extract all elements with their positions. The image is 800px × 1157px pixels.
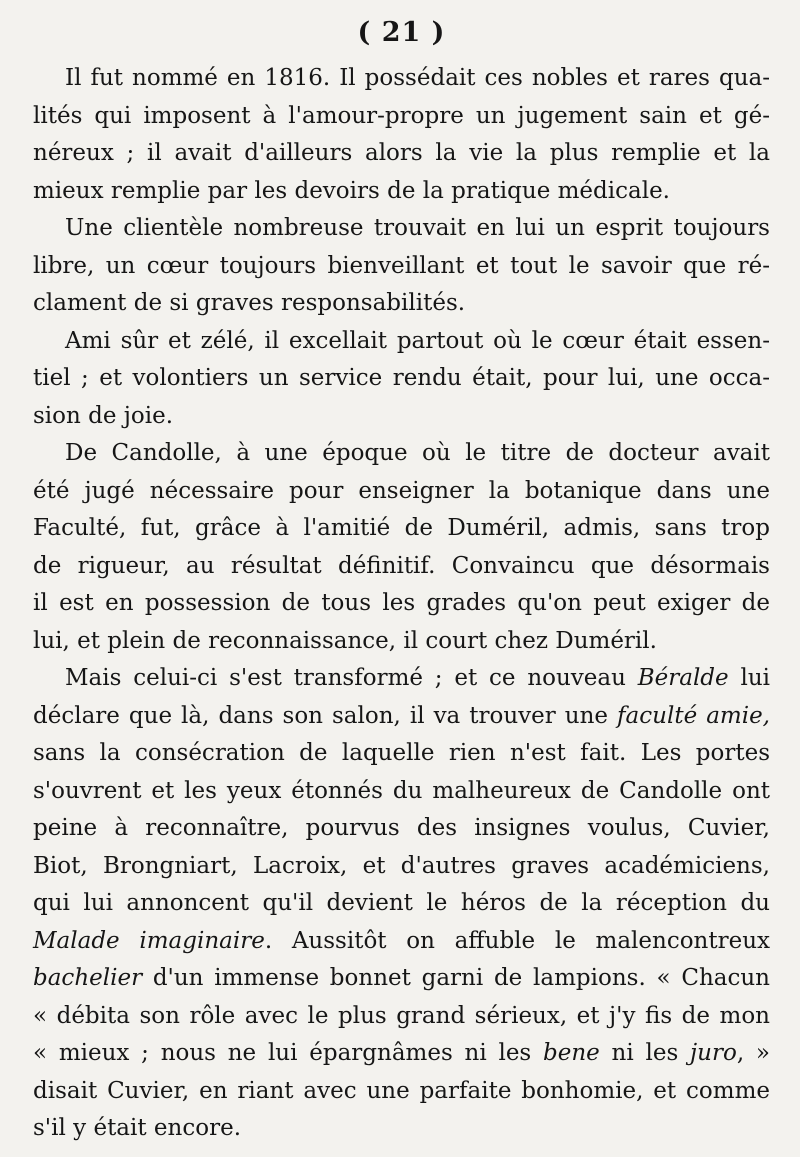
text-line: qui lui annoncent qu'il devient le héros de la réception du xyxy=(33,890,770,916)
text-line: s'ouvrent et les yeux étonnés du malheureux de Candolle ont xyxy=(33,777,770,804)
paragraph-3 xyxy=(33,323,770,436)
text-line: disait Cuvier, en riant avec une parfaite bonhomie, et comme xyxy=(33,1077,770,1104)
text-segment: « mieux ; nous ne lui épargnâmes ni les xyxy=(33,1040,544,1066)
text-segment: lui xyxy=(728,665,770,691)
italic-text: Malade imaginaire xyxy=(33,927,265,954)
text-line xyxy=(33,698,770,736)
text-line xyxy=(33,960,770,998)
text-segment: . Aussitôt on affuble le malencontreux xyxy=(264,927,770,954)
text-line: mieux remplie par les devoirs de la pratique médicale. xyxy=(33,177,670,204)
text-line: de rigueur, au résultat définitif. Convaincu que désormais xyxy=(33,552,770,579)
text-line: clament de si graves responsabilités. xyxy=(33,290,466,316)
italic-text: bachelier xyxy=(33,965,143,991)
paragraph-4 xyxy=(33,435,770,660)
text-segment: , » xyxy=(736,1040,770,1066)
text-segment: Mais celui-ci s'est transformé ; et ce nouveau xyxy=(65,665,638,691)
paragraph-5 xyxy=(33,660,770,1148)
body-text xyxy=(33,60,770,1148)
text-line: tiel ; et volontiers un service rendu était, pour lui, une occa- xyxy=(33,365,770,391)
text-line: libre, un cœur toujours bienveillant et tout le savoir que ré- xyxy=(33,252,770,279)
page-number: ( 21 ) xyxy=(357,17,446,48)
text-line: s'il y était encore. xyxy=(33,1115,241,1141)
text-line: Ami sûr et zélé, il excellait partout où le cœur était essen- xyxy=(65,327,770,354)
text-segment: d'un immense bonnet garni de lampions. « Chacun xyxy=(142,965,770,991)
italic-text: faculté amie, xyxy=(617,702,770,729)
text-line: il est en possession de tous les grades qu'on peut exiger de xyxy=(33,590,770,616)
text-line xyxy=(33,1035,770,1073)
text-line: lui, et plein de reconnaissance, il court chez Duméril. xyxy=(33,627,657,654)
text-line: peine à reconnaître, pourvus des insignes voulus, Cuvier, xyxy=(33,815,770,841)
text-line: Biot, Brongniart, Lacroix, et d'autres graves académiciens, xyxy=(33,852,770,879)
text-line: « débita son rôle avec le plus grand sérieux, et j'y fis de mon xyxy=(33,1002,770,1029)
italic-text: Béralde xyxy=(637,665,729,691)
text-line: lités qui imposent à l'amour-propre un jugement sain et gé- xyxy=(33,102,770,129)
paragraph-2 xyxy=(33,210,770,323)
text-segment: déclare que là, dans son salon, il va trouver une xyxy=(33,702,618,729)
text-line xyxy=(33,923,770,961)
text-line xyxy=(33,660,770,698)
text-line: sion de joie. xyxy=(33,402,174,429)
text-line: sans la consécration de laquelle rien n'est fait. Les portes xyxy=(33,740,770,766)
paragraph-1 xyxy=(33,60,770,210)
text-line: Il fut nommé en 1816. Il possédait ces nobles et rares qua- xyxy=(65,65,770,91)
text-line: néreux ; il avait d'ailleurs alors la vie la plus remplie et la xyxy=(33,140,770,166)
text-line: Faculté, fut, grâce à l'amitié de Duméril, admis, sans trop xyxy=(33,515,770,541)
italic-text: juro xyxy=(690,1040,737,1066)
text-line: Une clientèle nombreuse trouvait en lui un esprit toujours xyxy=(65,215,770,241)
text-line: été jugé nécessaire pour enseigner la botanique dans une xyxy=(33,477,770,504)
italic-text: bene xyxy=(543,1040,600,1066)
text-segment: ni les xyxy=(599,1040,691,1066)
text-line: De Candolle, à une époque où le titre de docteur avait xyxy=(65,440,770,466)
